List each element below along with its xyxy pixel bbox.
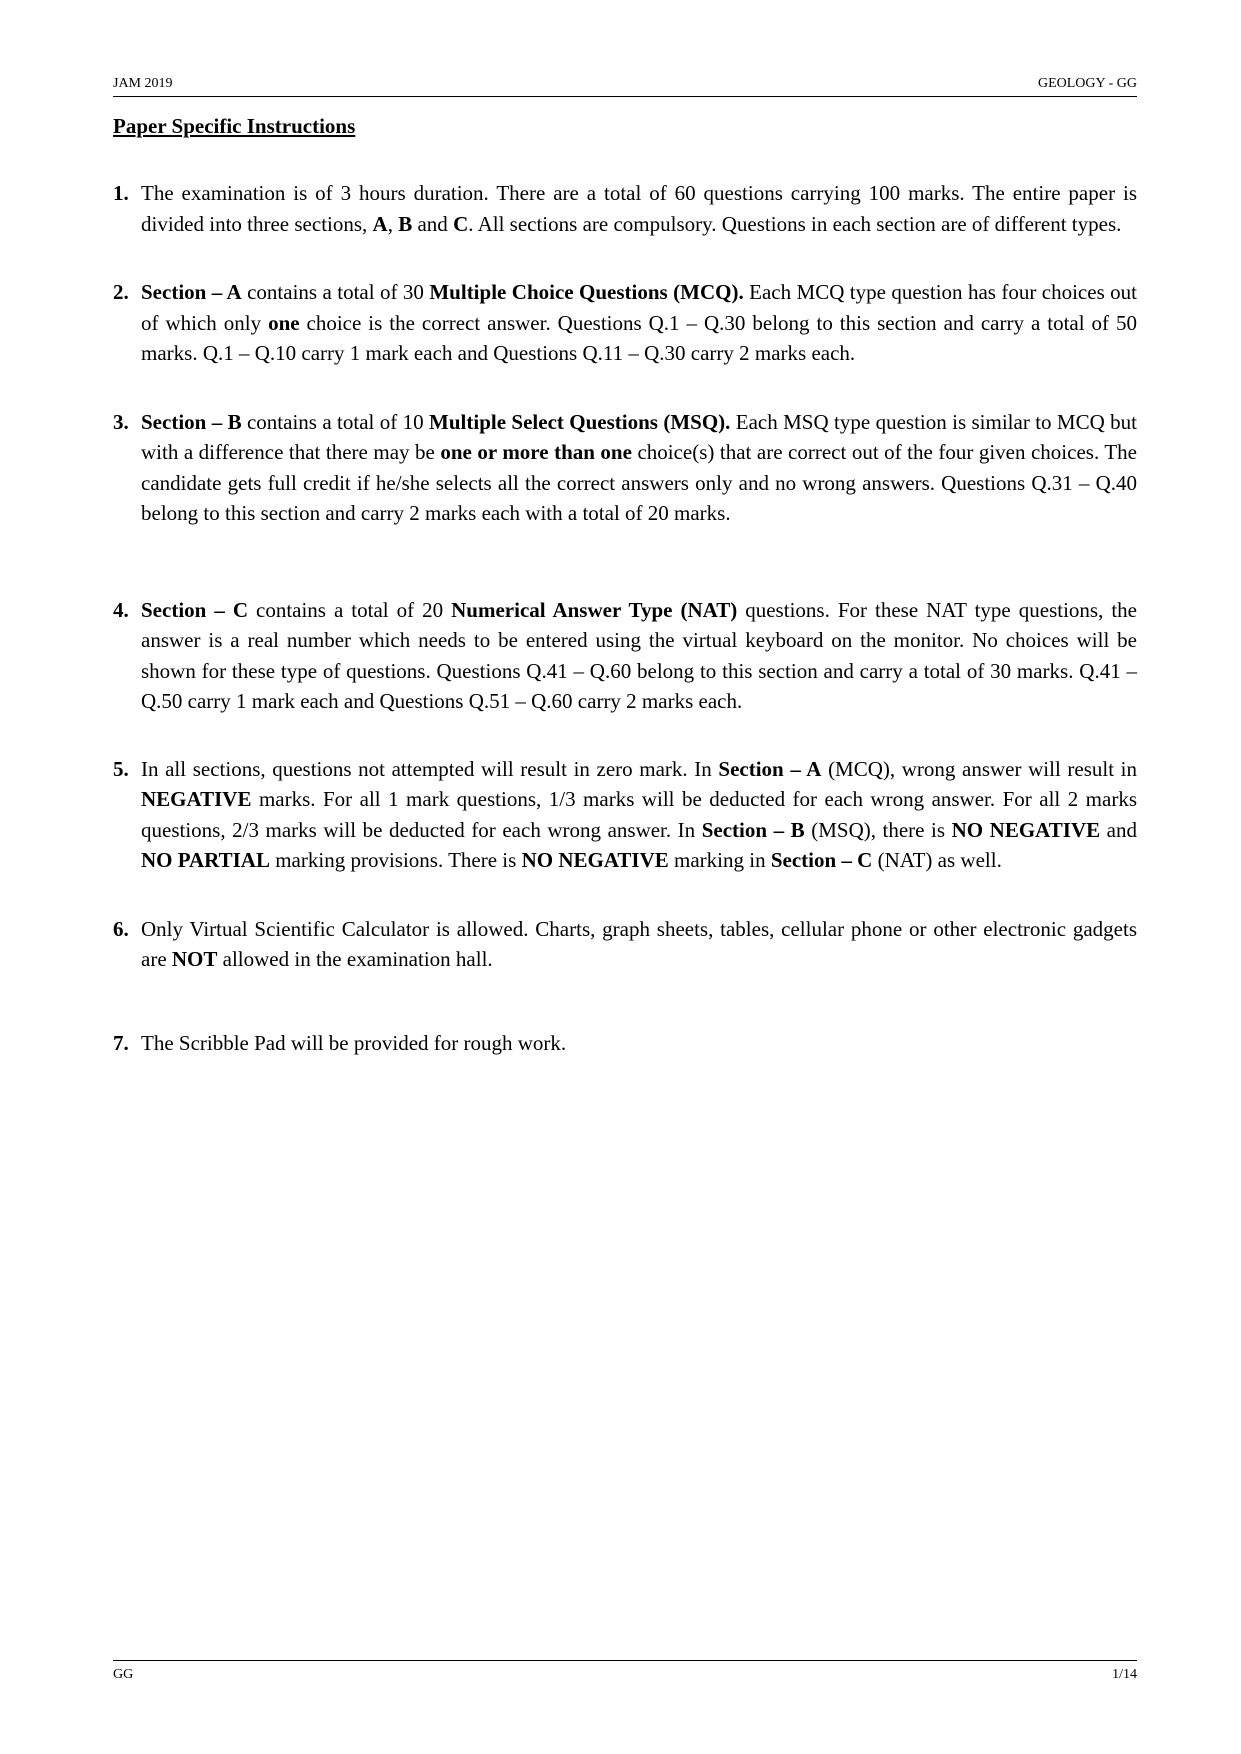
instruction-bold-text: Section – B: [701, 817, 805, 842]
instruction-bold-text: Section – C: [141, 597, 248, 622]
instruction-bold-text: one: [268, 310, 300, 335]
header-exam-name: JAM 2019: [113, 76, 173, 91]
instruction-text: [141, 917, 1137, 972]
instruction-text: [141, 280, 1137, 365]
instruction-text-segment: (NAT) as well.: [872, 848, 1002, 872]
instruction-text-segment: marking in: [668, 848, 771, 872]
instruction-text-segment: In all sections, questions not attempted will result in zero mark. In: [141, 756, 719, 781]
instruction-text-segment: Each MSQ type question is similar to MCQ but with a difference that there may be: [141, 409, 1137, 464]
instruction-bold-text: NEGATIVE: [141, 787, 252, 811]
instruction-text-segment: . All sections are compulsory. Questions in each section are of different types.: [468, 211, 1122, 236]
header-paper-name: GEOLOGY - GG: [1037, 76, 1137, 91]
instruction-number: 5.: [113, 756, 129, 781]
instruction-bold-text: B: [398, 211, 413, 236]
instruction-text-segment: contains a total of 30: [241, 280, 430, 304]
instructions-list: [113, 178, 1137, 1058]
instruction-bold-text: Section – B: [141, 409, 242, 434]
instruction-bold-text: C: [453, 211, 469, 236]
instruction-text: [141, 181, 1137, 236]
instruction-text-segment: Only Virtual Scientific Calculator is allowed. Charts, graph sheets, tables, cellular phone or other electronic gadgets are: [141, 916, 1137, 971]
instruction-bold-text: NOT: [171, 947, 218, 971]
instruction-bold-text: Numerical Answer Type (NAT): [451, 597, 738, 622]
instruction-item: [113, 178, 1137, 239]
instruction-number: 6.: [113, 916, 129, 941]
instruction-bold-text: NO NEGATIVE: [521, 848, 669, 872]
instruction-number: 1.: [113, 181, 129, 205]
instruction-text-segment: choice(s) that are correct out of the four given choices. The candidate gets full credit if he/she selects all the correct answers only and no wrong answers. Questions Q.31 – Q.40 belong to this section and carry 2 marks each with a total of 20 marks.: [141, 440, 1137, 525]
instruction-text-segment: marks. For all 1 mark questions, 1/3 marks will be deducted for each wrong answer. For all 2 marks questions, 2/3 marks will be deducted for each wrong answer. In: [141, 787, 1137, 842]
page-title: Paper Specific Instructions: [113, 114, 356, 138]
instruction-number: 4.: [113, 597, 129, 622]
page-number: 1/14: [1112, 1667, 1137, 1682]
instruction-item: [113, 1028, 1137, 1059]
footer-paper-code: GG: [113, 1667, 134, 1682]
page-header: [113, 76, 1137, 97]
instruction-text: [141, 410, 1137, 526]
instruction-text-segment: choice is the correct answer. Questions Q.1 – Q.30 belong to this section and carry a total of 50 marks. Q.1 – Q.10 carry 1 mark each and Questions Q.11 – Q.30 carry 2 marks each.: [141, 310, 1137, 365]
instruction-text: [141, 1031, 566, 1055]
instruction-bold-text: one or more than one: [440, 440, 632, 464]
instruction-bold-text: Section – C: [770, 848, 873, 872]
instruction-item: [113, 407, 1137, 529]
page-footer: [113, 1660, 1137, 1685]
instruction-text-segment: Each MCQ type question has four choices out of which only: [141, 280, 1138, 335]
instruction-item: [113, 914, 1137, 975]
instruction-text: [141, 598, 1137, 714]
instruction-text-segment: The Scribble Pad will be provided for rough work.: [141, 1030, 567, 1055]
instruction-text-segment: allowed in the examination hall.: [217, 947, 493, 971]
instruction-number: 2.: [113, 280, 129, 304]
instruction-text: [141, 757, 1137, 873]
instruction-number: 7.: [113, 1030, 129, 1055]
instruction-text-segment: and: [1100, 817, 1137, 842]
instruction-bold-text: Section – A: [141, 280, 242, 304]
instruction-number: 3.: [113, 409, 129, 434]
instruction-text-segment: contains a total of 20: [248, 597, 452, 622]
instruction-text-segment: (MCQ), wrong answer will result in: [821, 756, 1137, 781]
instruction-text-segment: (MSQ), there is: [804, 817, 952, 842]
instruction-text-segment: questions. For these NAT type questions, the answer is a real number which needs to be entered using the virtual keyboard on the monitor. No choices will be shown for these type of questions. Questions Q.41 – Q.60 belong to this section and carry a total of 30 marks. Q.41 – Q.50 carry 1 mark each and Questions Q.51 – Q.60 carry 2 marks each.: [141, 597, 1137, 713]
instruction-item: [113, 595, 1137, 717]
instruction-bold-text: Section – A: [718, 756, 822, 781]
instruction-text-segment: marking provisions. There is: [269, 848, 522, 872]
instruction-bold-text: A: [372, 211, 388, 236]
instruction-bold-text: NO NEGATIVE: [951, 817, 1101, 842]
instruction-bold-text: NO PARTIAL: [141, 848, 270, 872]
instruction-bold-text: Multiple Select Questions (MSQ).: [429, 409, 731, 434]
instruction-item: [113, 754, 1137, 876]
instruction-bold-text: Multiple Choice Questions (MCQ).: [429, 280, 744, 304]
instruction-text-segment: ,: [387, 211, 399, 236]
instruction-item: [113, 277, 1137, 369]
instruction-text-segment: The examination is of 3 hours duration. There are a total of 60 questions carrying 100 marks. The entire paper is divided into three sections,: [141, 181, 1137, 236]
instruction-text-segment: contains a total of 10: [241, 409, 430, 434]
instruction-text-segment: and: [412, 211, 454, 236]
